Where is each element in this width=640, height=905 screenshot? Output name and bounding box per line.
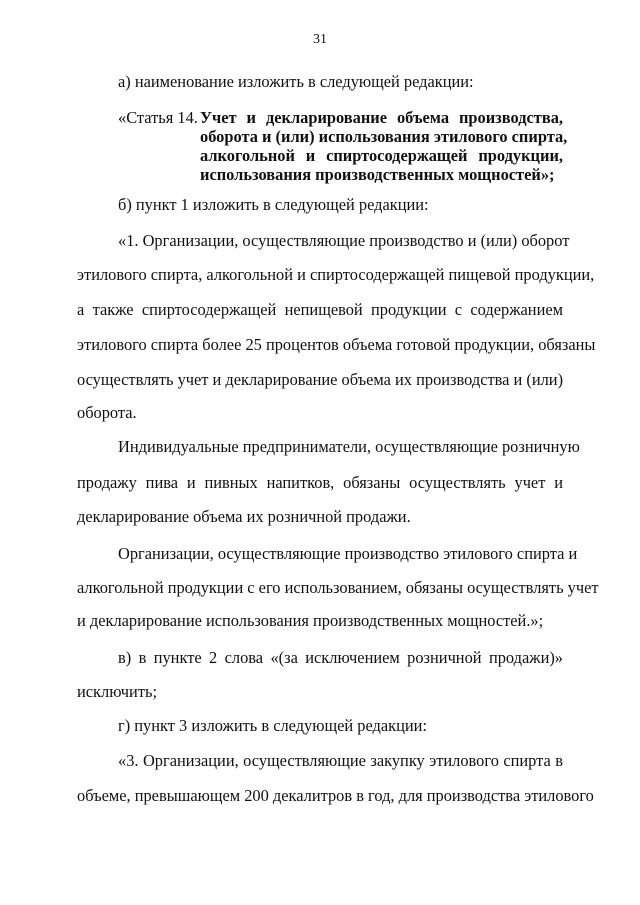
- article-title-line: оборота и (или) использования этилового спирта,: [200, 127, 568, 146]
- item-b: б) пункт 1 изложить в следующей редакции:: [118, 195, 429, 214]
- paragraph-line: оборота.: [77, 403, 137, 422]
- item-v: в) в пункте 2 слова «(за исключением розничной продажи)»: [118, 648, 563, 667]
- paragraph-line: Индивидуальные предприниматели, осуществляющие розничную: [118, 437, 580, 456]
- paragraph-line: объеме, превышающем 200 декалитров в год, для производства этилового: [77, 786, 594, 805]
- paragraph-line: этилового спирта более 25 процентов объема готовой продукции, обязаны: [77, 335, 596, 354]
- paragraph-line: алкогольной продукции с его использованием, обязаны осуществлять учет: [77, 578, 599, 597]
- item-v: исключить;: [77, 682, 158, 701]
- paragraph-line: осуществлять учет и декларирование объема их производства и (или): [77, 370, 564, 389]
- paragraph-line: Организации, осуществляющие производство этилового спирта и: [118, 544, 578, 563]
- paragraph-line: и декларирование использования производственных мощностей.»;: [77, 611, 544, 630]
- paragraph-line: «1. Организации, осуществляющие производство и (или) оборот: [118, 231, 570, 250]
- item-g: г) пункт 3 изложить в следующей редакции:: [118, 716, 427, 735]
- article-title-line: алкогольной и спиртосодержащей продукции,: [200, 146, 563, 165]
- paragraph-line: а также спиртосодержащей непищевой продукции с содержанием: [77, 300, 563, 319]
- item-a: а) наименование изложить в следующей редакции:: [118, 72, 474, 91]
- paragraph-line: этилового спирта, алкогольной и спиртосодержащей пищевой продукции,: [77, 265, 595, 284]
- article-title-line: использования производственных мощностей»;: [200, 165, 555, 184]
- article-title-line: Учет и декларирование объема производства,: [200, 108, 563, 127]
- article-label: «Статья 14.: [118, 108, 198, 127]
- paragraph-line: декларирование объема их розничной продажи.: [77, 507, 411, 526]
- article-title: [200, 108, 568, 184]
- paragraph-line: «3. Организации, осуществляющие закупку этилового спирта в: [118, 751, 563, 770]
- page-number: 31: [313, 32, 327, 47]
- paragraph-line: продажу пива и пивных напитков, обязаны осуществлять учет и: [77, 473, 563, 492]
